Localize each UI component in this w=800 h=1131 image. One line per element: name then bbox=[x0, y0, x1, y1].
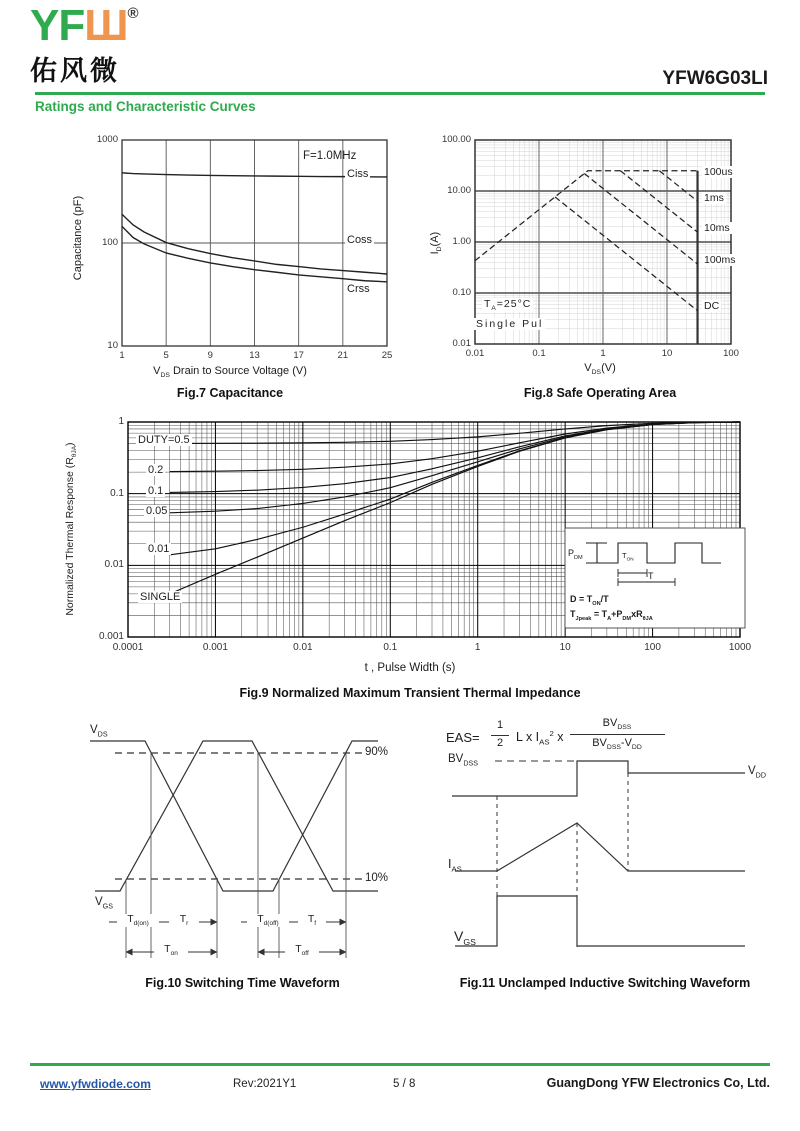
fig11-frac-half-bar bbox=[491, 735, 509, 736]
fig9-curve-label-single: SINGLE bbox=[140, 591, 181, 603]
fig10-tdon-label: $T_{d(on)}$ bbox=[117, 914, 159, 927]
fig9-plot bbox=[50, 410, 770, 655]
fig10-caption: Fig.10 Switching Time Waveform bbox=[145, 976, 340, 990]
fig9-x-tick-label: 0.1 bbox=[383, 642, 398, 653]
fig9-curve-label-001: 0.01 bbox=[148, 543, 170, 555]
fig8-x-tick-label: 0.1 bbox=[532, 348, 546, 359]
fig8-y-tick-label: 0.10 bbox=[452, 287, 471, 298]
fig11-frac-bottom: $BV_{DSS}-V_{DD}$ bbox=[592, 737, 642, 752]
fig7-x-tick-label: 17 bbox=[293, 350, 304, 361]
fig7-capacitance-chart bbox=[55, 128, 405, 408]
fig11-frac-top: $BV_{DSS}$ bbox=[602, 717, 632, 732]
fig9-x-tick-label: 1 bbox=[474, 642, 481, 653]
fig11-formula-mid: L x $I_{AS}^2$ x bbox=[516, 729, 564, 747]
fig7-y-tick-label: 100 bbox=[102, 237, 118, 248]
fig8-curve-1ms bbox=[659, 171, 697, 202]
fig7-y-tick-label: 1000 bbox=[96, 134, 118, 145]
fig9-x-tick-label: 0.0001 bbox=[112, 642, 144, 653]
fig9-inset-tjpeak-formula: $T_{Jpeak} = T_A+P_{DM}xR_{\theta JA}$ bbox=[570, 609, 653, 622]
fig8-note-single-pulse: Single Pul bbox=[476, 318, 544, 330]
fig11-vgs-label: $V_{GS}$ bbox=[454, 928, 476, 947]
fig11-ias-label: $I_{AS}$ bbox=[448, 857, 462, 874]
fig7-y-tick-label: 10 bbox=[107, 340, 118, 351]
fig8-soa-chart bbox=[420, 128, 780, 408]
fig9-curve-label-005: 0.05 bbox=[146, 505, 168, 517]
fig9-y-tick-label: 0.01 bbox=[104, 559, 124, 571]
logo-w-glyph: Ш bbox=[84, 1, 128, 50]
fig9-x-tick-label: 0.01 bbox=[293, 642, 313, 653]
fig9-y-tick-label: 0.001 bbox=[98, 631, 124, 642]
fig9-x-tick-label: 100 bbox=[644, 642, 661, 653]
fig8-curve-label-100us: 100us bbox=[704, 166, 733, 178]
fig10-vds-label: $V_{DS}$ bbox=[90, 724, 108, 739]
fig9-thermal-impedance-chart bbox=[50, 410, 770, 710]
fig8-curve-label-100ms: 100ms bbox=[704, 254, 736, 266]
fig7-x-tick-label: 13 bbox=[249, 350, 260, 361]
section-title: Ratings and Characteristic Curves bbox=[35, 99, 256, 114]
fig7-curve-label-coss: Coss bbox=[347, 234, 373, 246]
fig7-note-frequency: F=1.0MHz bbox=[303, 150, 357, 162]
fig9-x-axis-label: t , Pulse Width (s) bbox=[364, 662, 456, 674]
fig9-curve-label-02: 0.2 bbox=[148, 464, 164, 476]
fig9-curve-01 bbox=[170, 422, 740, 492]
footer-divider bbox=[30, 1063, 770, 1066]
fig9-inset-ton-label: $T_{ON}$ bbox=[622, 551, 634, 562]
fig11-vdd-label: $V_{DD}$ bbox=[748, 765, 766, 780]
fig11-eas-text: EAS= bbox=[446, 730, 480, 745]
fig9-x-tick-label: 10 bbox=[559, 642, 571, 653]
fig7-x-tick-label: 21 bbox=[337, 350, 349, 361]
fig10-tdoff-label: $T_{d(off)}$ bbox=[247, 914, 289, 927]
fig9-x-tick-label: 1000 bbox=[728, 642, 752, 653]
fig7-curve-label-ciss: Ciss bbox=[347, 168, 369, 180]
part-number: YFW6G03LI bbox=[662, 68, 768, 89]
registered-trademark-icon: ® bbox=[127, 5, 138, 22]
fig8-x-tick-label: 100 bbox=[723, 348, 739, 359]
fig7-x-tick-label: 1 bbox=[119, 350, 125, 361]
fig8-curve-label-dc: DC bbox=[704, 300, 720, 312]
footer-website-link[interactable]: www.yfwdiode.com bbox=[40, 1077, 151, 1091]
fig10-tr-label: $T_r$ bbox=[169, 914, 199, 927]
fig9-x-tick-label: 0.001 bbox=[202, 642, 228, 653]
fig10-tf-label: $T_f$ bbox=[298, 914, 326, 927]
fig10-toff-label: $T_{off}$ bbox=[285, 944, 319, 957]
fig9-curve-label-01: 0.1 bbox=[148, 485, 164, 497]
fig8-y-tick-label: 100.00 bbox=[441, 134, 471, 145]
company-logo bbox=[30, 1, 138, 88]
fig8-curve-label-10ms: 10ms bbox=[704, 222, 730, 234]
fig9-y-axis-label: Normalized Thermal Response $(R_{\theta JA})$ bbox=[63, 442, 79, 616]
fig8-caption: Fig.8 Safe Operating Area bbox=[523, 386, 677, 400]
fig7-x-axis-label: $V_{DS}$ Drain to Source Voltage (V) bbox=[153, 365, 307, 380]
fig9-caption: Fig.9 Normalized Maximum Transient Thermal Impedance bbox=[239, 686, 581, 700]
fig10-vgs-label: $V_{GS}$ bbox=[95, 896, 113, 911]
fig8-x-tick-label: 10 bbox=[661, 348, 673, 359]
footer-company-name: GuangDong YFW Electronics Co, Ltd. bbox=[546, 1076, 770, 1090]
fig10-10pct-label: 10% bbox=[365, 872, 389, 884]
logo-chinese-name: 佑风微 bbox=[30, 56, 120, 86]
fig11-frac-half-denominator: 2 bbox=[496, 737, 504, 749]
fig7-x-tick-label: 25 bbox=[381, 350, 393, 361]
fig9-inset-t-label: T bbox=[648, 571, 654, 581]
fig8-y-tick-label: 10.00 bbox=[447, 185, 471, 196]
fig11-frac-half-numerator: 1 bbox=[496, 719, 504, 731]
footer-page-number: 5 / 8 bbox=[393, 1078, 416, 1090]
fig11-bvdss-label: $BV_{DSS}$ bbox=[448, 753, 478, 768]
fig9-y-tick-label: 0.1 bbox=[110, 487, 124, 499]
fig8-note-temperature: $T_A=25^\circ C$ bbox=[484, 298, 532, 313]
fig9-inset-duty-formula: $D = T_{ON}/T$ bbox=[570, 594, 609, 607]
fig8-y-axis-label: $I_D(A)$ bbox=[428, 231, 444, 255]
fig11-uis-waveform bbox=[430, 710, 780, 995]
fig7-y-axis-label: Capacitance (pF) bbox=[72, 195, 84, 281]
header-divider bbox=[35, 92, 765, 95]
fig8-curve-10ms bbox=[620, 171, 697, 232]
fig7-caption: Fig.7 Capacitance bbox=[176, 386, 284, 400]
fig8-y-tick-label: 0.01 bbox=[452, 338, 471, 349]
fig10-ton-label: $T_{on}$ bbox=[154, 944, 188, 957]
fig8-y-tick-label: 1.00 bbox=[452, 236, 471, 247]
footer-revision: Rev:2021Y1 bbox=[233, 1078, 297, 1090]
fig9-y-tick-label: 1 bbox=[118, 416, 124, 427]
fig9-inset-pdm-label: $P_{DM}$ bbox=[568, 548, 583, 561]
fig8-x-axis-label: $V_{DS}(V)$ bbox=[584, 362, 616, 377]
fig7-x-tick-label: 9 bbox=[207, 350, 213, 361]
fig7-curve-label-crss: Crss bbox=[347, 283, 370, 295]
fig9-curve-005 bbox=[170, 422, 740, 513]
fig9-curve-02 bbox=[170, 422, 740, 472]
fig8-x-tick-label: 1 bbox=[600, 348, 606, 359]
fig11-caption: Fig.11 Unclamped Inductive Switching Waveform bbox=[459, 976, 751, 990]
fig10-switching-waveform bbox=[65, 710, 420, 995]
fig10-90pct-label: 90% bbox=[365, 746, 389, 758]
fig11-frac-bar bbox=[570, 734, 665, 735]
fig9-curve-label-duty05: DUTY=0.5 bbox=[138, 434, 190, 446]
fig8-curve-label-1ms: 1ms bbox=[704, 192, 724, 204]
fig7-x-tick-label: 5 bbox=[163, 350, 169, 361]
logo-yf-text: YF bbox=[30, 1, 85, 50]
fig8-x-tick-label: 0.01 bbox=[465, 348, 485, 359]
